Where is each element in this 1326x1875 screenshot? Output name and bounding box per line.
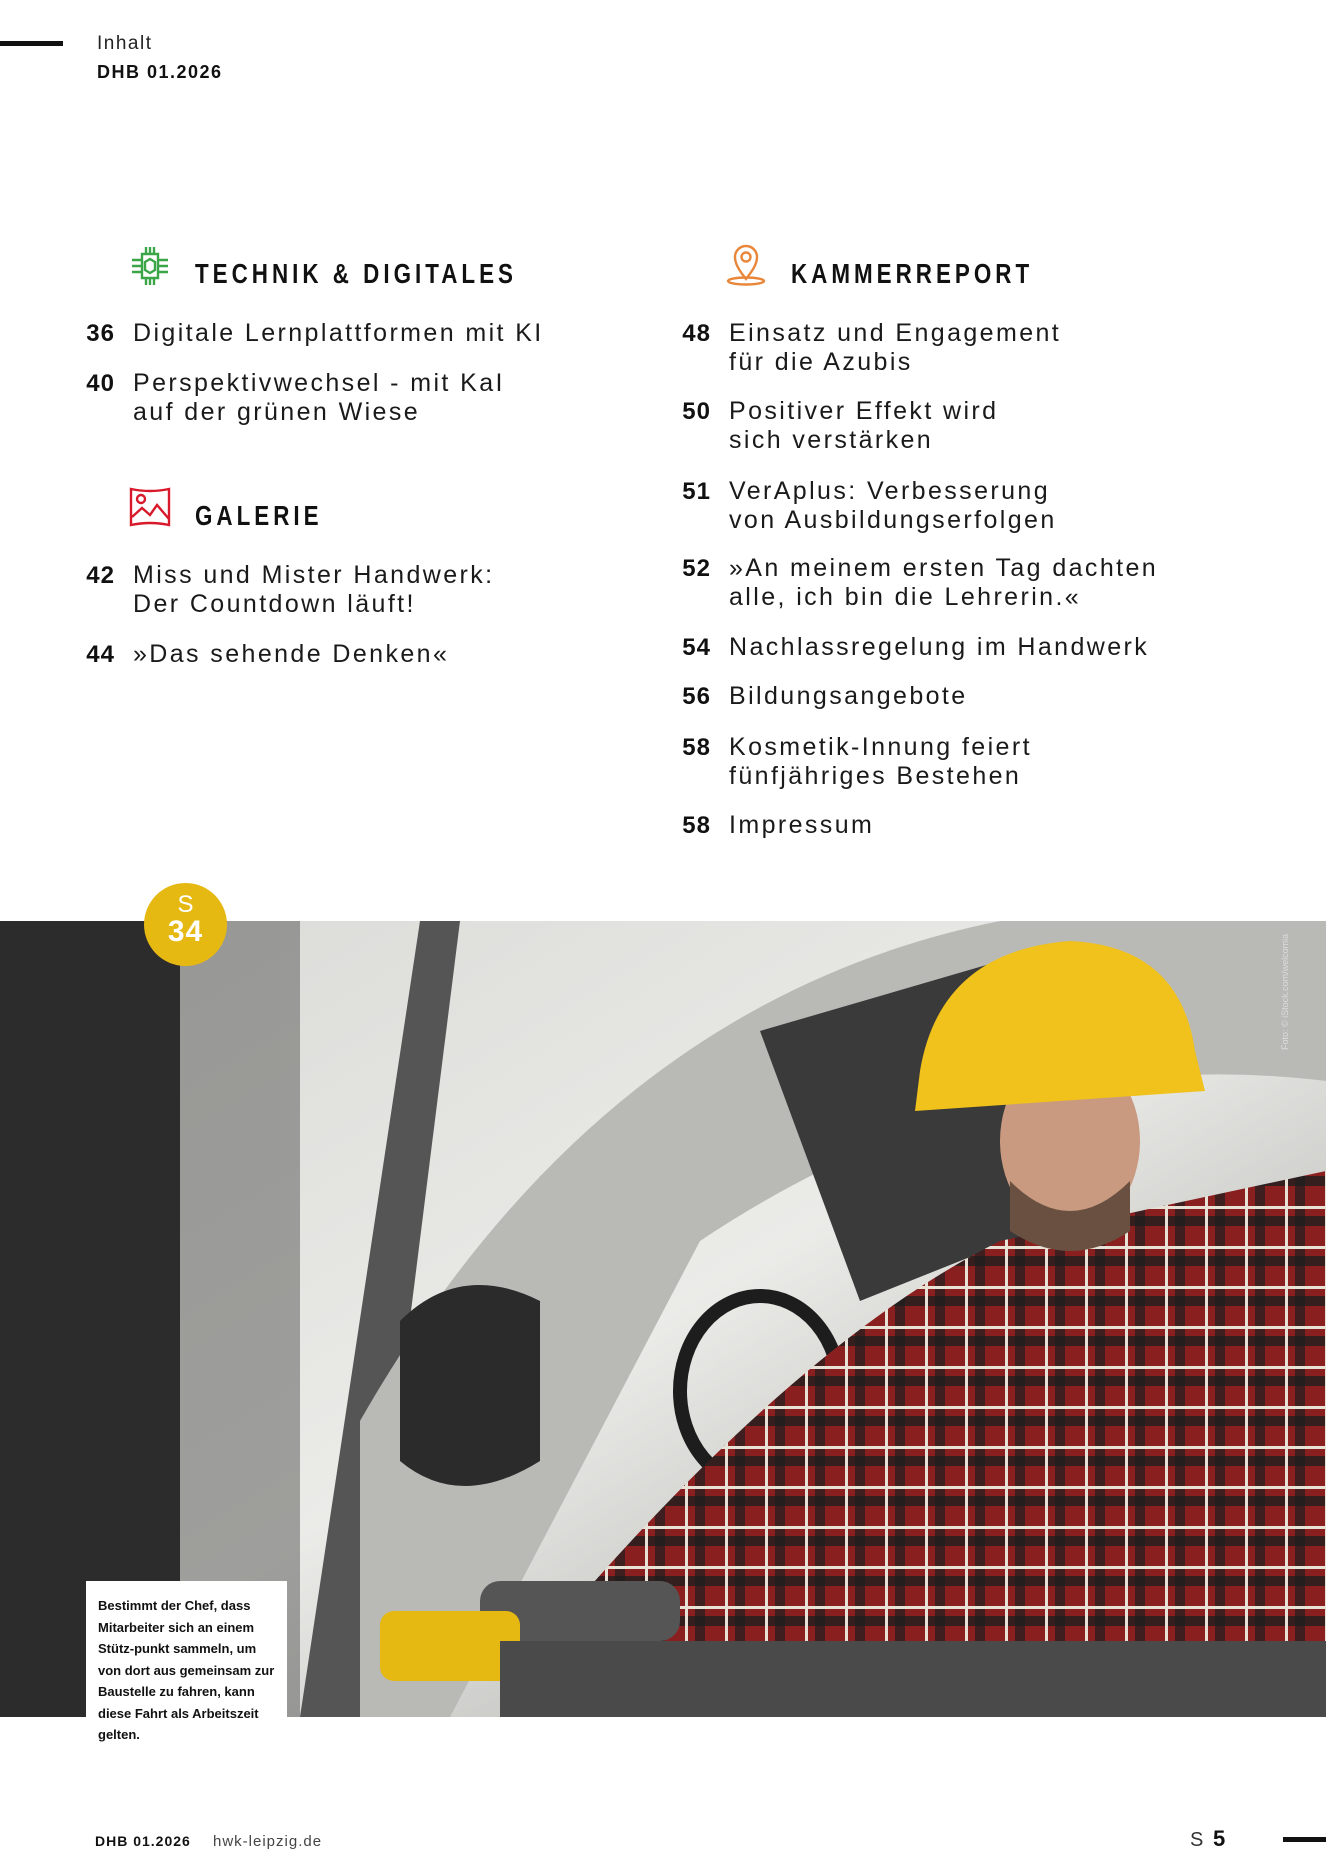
header-label: Inhalt [97,33,153,54]
toc-entry[interactable] [667,319,1061,377]
page-number: 50 [682,398,711,425]
header-rule [0,41,63,46]
section-title-technik: TECHNIK & DIGITALES [195,258,517,289]
header-issue: DHB 01.2026 [97,62,223,82]
entry-title: Einsatz und Engagement für die Azubis [729,319,1062,376]
page-number: 54 [682,634,711,661]
footer-issue: DHB 01.2026 [95,1833,191,1849]
toc-entry[interactable] [71,561,494,619]
footer-page-prefix: S [1190,1829,1204,1851]
photo-credit: Foto: © iStock.com/welcomia [1280,933,1290,1050]
page-number: 58 [682,734,711,761]
toc-entry[interactable] [667,682,968,711]
entry-title: »Das sehende Denken« [133,640,450,668]
chip-icon [128,244,172,288]
badge-page: 34 [167,915,204,948]
page-number: 51 [682,478,711,505]
entry-title: Bildungsangebote [729,682,968,710]
toc-entry[interactable] [667,733,1032,791]
toc-entry[interactable] [667,633,1149,662]
entry-title: Impressum [729,811,875,839]
toc-entry[interactable] [667,811,874,840]
page-number: 36 [86,320,115,347]
badge-prefix: S [177,891,194,918]
footer-page-number: 5 [1213,1826,1226,1851]
toc-entry[interactable] [667,477,1057,535]
page-number: 52 [682,555,711,582]
entry-title: VerAplus: Verbesserung von Ausbildungserfolgen [729,477,1057,534]
entry-title: Digitale Lernplattformen mit KI [133,319,544,347]
entry-title: Perspektivwechsel - mit KaI auf der grünen Wiese [133,369,505,426]
image-icon [128,485,172,529]
entry-title: Miss und Mister Handwerk: Der Countdown läuft! [133,561,495,618]
toc-entry[interactable] [667,397,998,455]
toc-entry[interactable] [71,369,505,427]
section-title-kammerreport: KAMMERREPORT [791,258,1034,289]
entry-title: »An meinem ersten Tag dachten alle, ich bin die Lehrerin.« [729,554,1159,611]
page-badge[interactable] [144,883,227,966]
photo-caption: Bestimmt der Chef, dass Mitarbeiter sich an einem Stütz-punkt sammeln, um von dort aus gemeinsam zur Baustelle zu fahren, kann diese Fahrt als Arbeitszeit gelten. [86,1581,287,1717]
footer-url[interactable]: hwk-leipzig.de [213,1833,323,1850]
section-title-galerie: GALERIE [195,500,323,531]
entry-title: Kosmetik-Innung feiert fünfjähriges Bestehen [729,733,1032,790]
page-number: 42 [86,562,115,589]
page-number: 48 [682,320,711,347]
toc-entry[interactable] [71,319,544,348]
page-number: 44 [86,641,115,668]
page-number: 58 [682,812,711,839]
toc-entry[interactable] [71,640,449,669]
entry-title: Nachlassregelung im Handwerk [729,633,1150,661]
location-pin-icon [724,243,768,287]
footer-rule [1283,1837,1326,1842]
page-number: 56 [682,683,711,710]
toc-entry[interactable] [667,554,1158,612]
page-number: 40 [86,370,115,397]
entry-title: Positiver Effekt wird sich verstärken [729,397,999,454]
